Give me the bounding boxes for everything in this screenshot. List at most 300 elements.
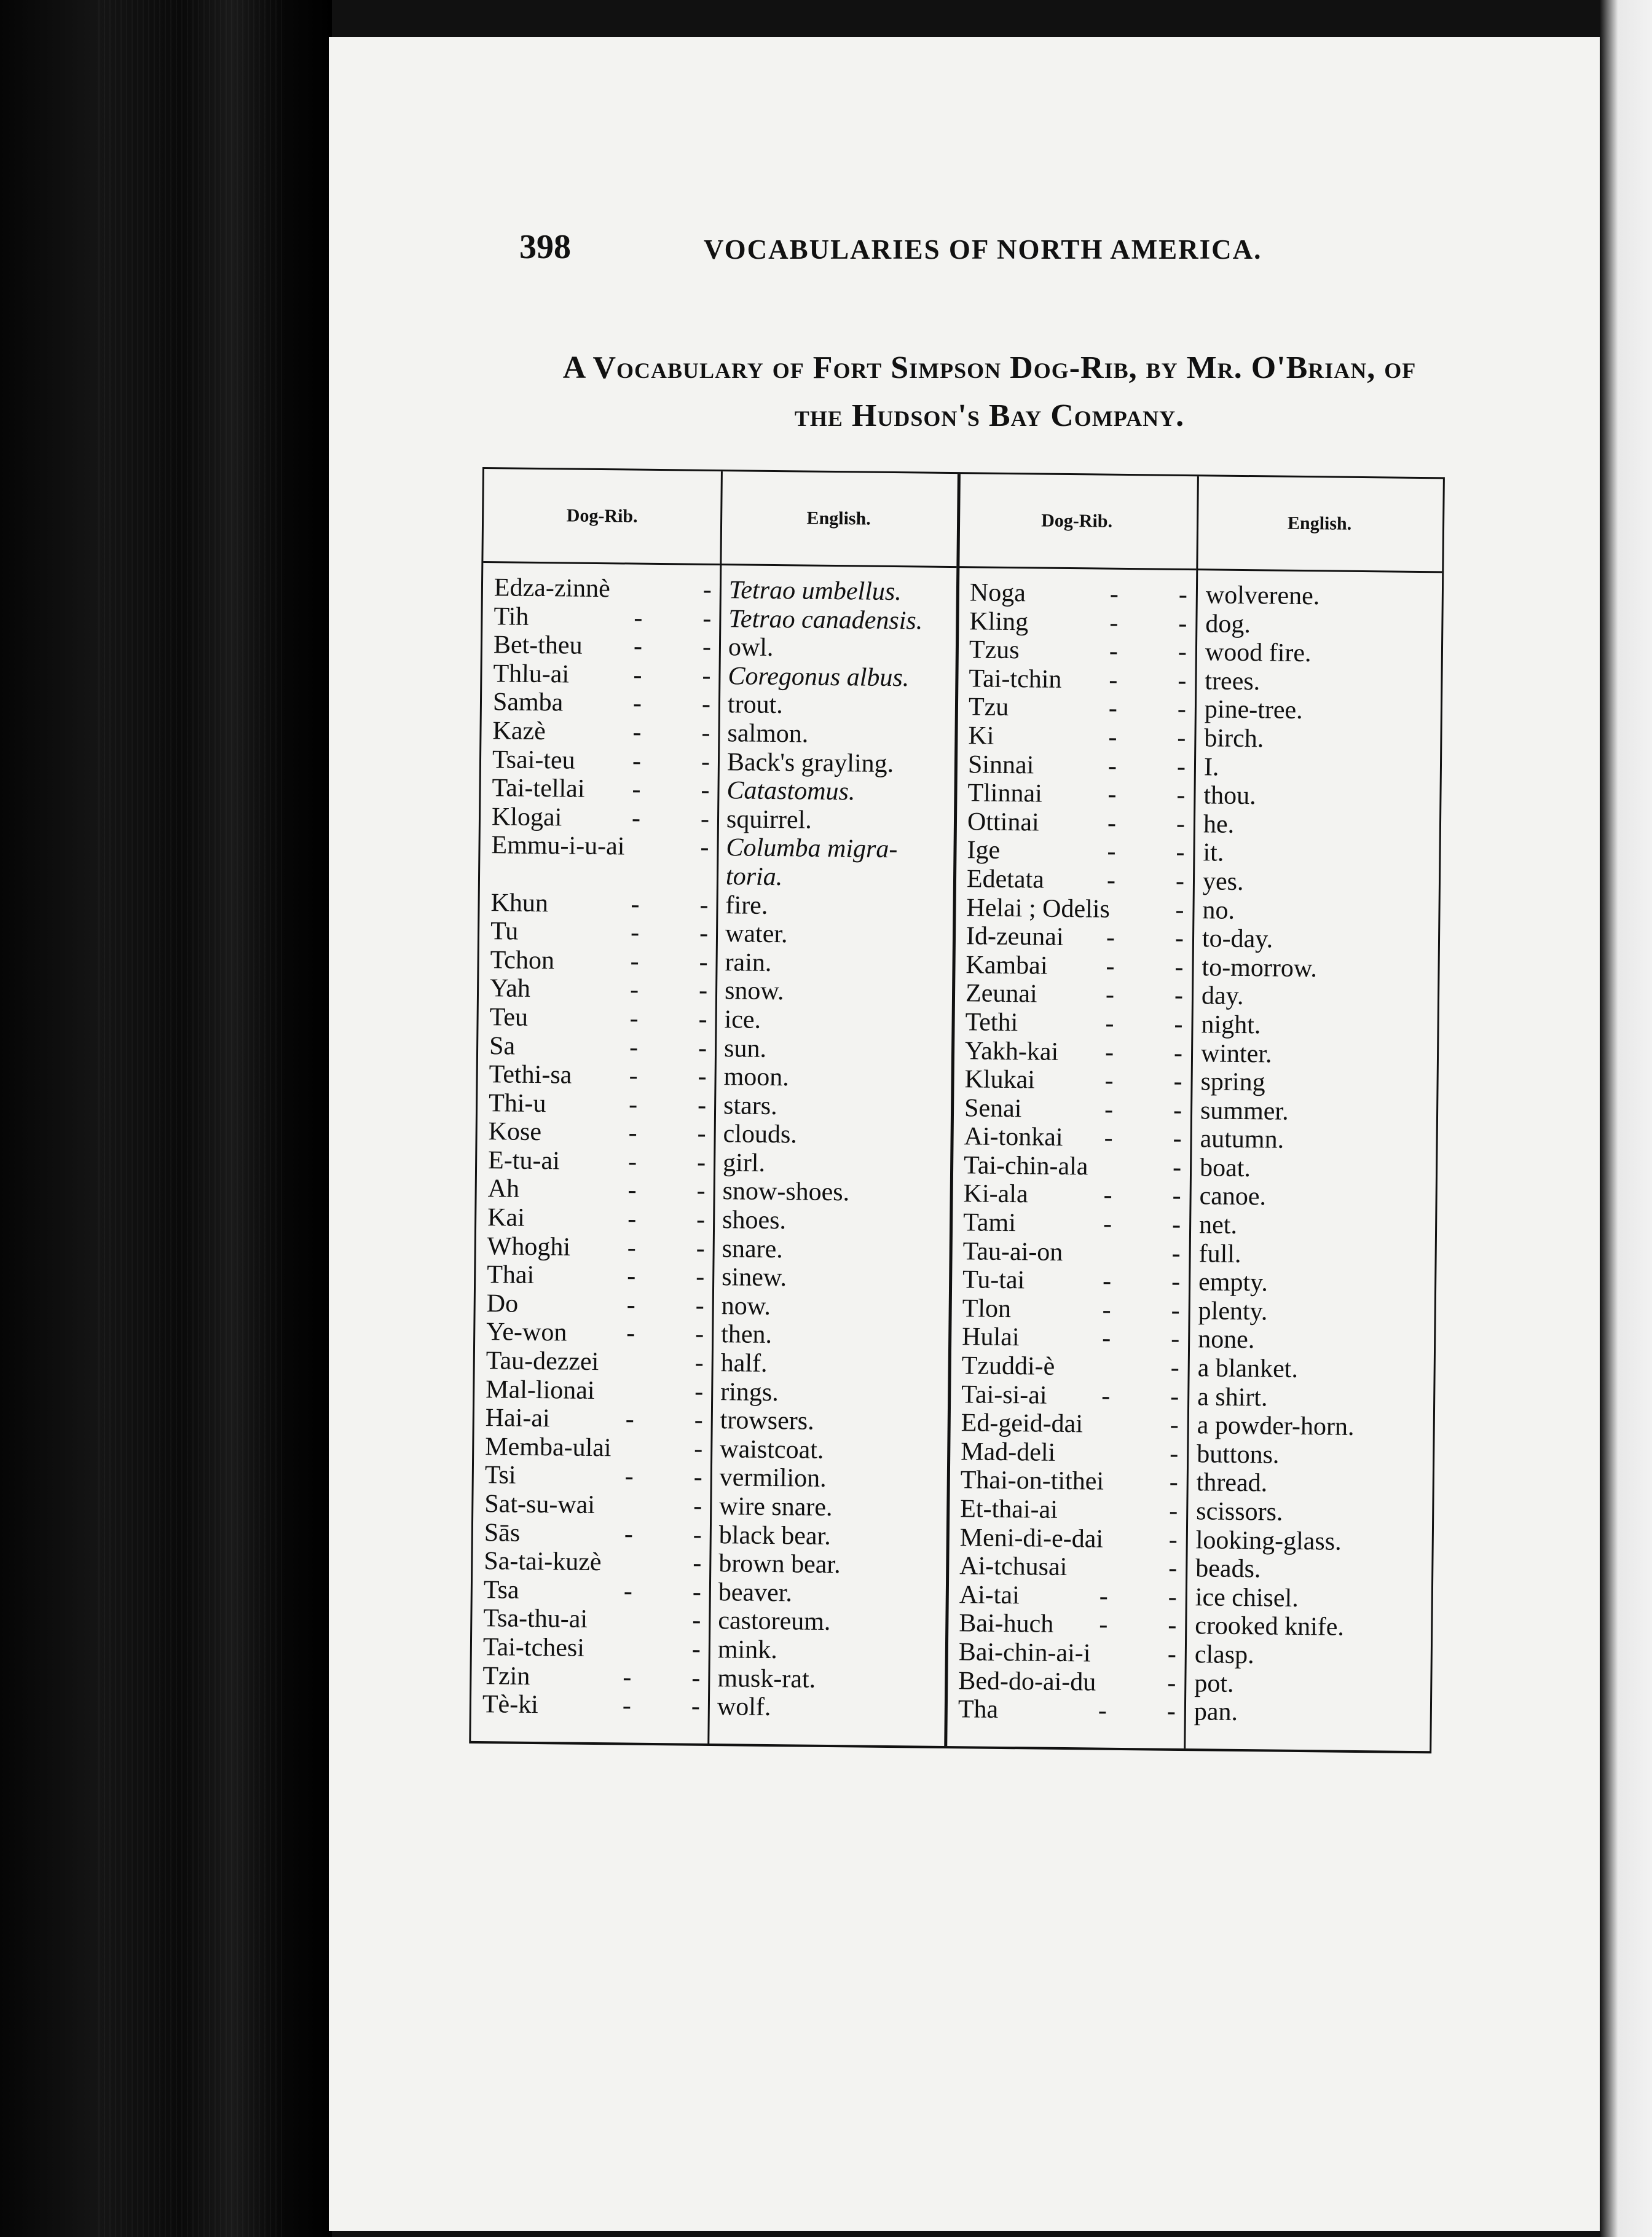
dogrib-word: Bai-chin-ai-i bbox=[958, 1638, 1091, 1668]
leader-dash: - bbox=[695, 1291, 704, 1320]
dogrib-word-row bbox=[483, 1604, 710, 1635]
title-line-1: A Vocabulary of Fort Simpson Dog-Rib, by Mr. O'Brian, of bbox=[562, 350, 1417, 385]
leader-dash: - bbox=[1107, 838, 1116, 867]
leader-dash: - bbox=[1172, 1153, 1182, 1182]
dogrib-word: Edetata bbox=[966, 865, 1045, 894]
english-gloss: clasp. bbox=[1194, 1640, 1254, 1670]
leader-dash: - bbox=[698, 977, 708, 1005]
dogrib-word-row bbox=[967, 836, 1194, 867]
dogrib-word-row bbox=[964, 1123, 1191, 1154]
leader-dash: - bbox=[1108, 723, 1117, 752]
leader-dash: - bbox=[693, 1520, 702, 1549]
leader-dash: - bbox=[699, 919, 709, 948]
leader-dash: - bbox=[694, 1434, 703, 1463]
english-gloss: thou. bbox=[1203, 781, 1256, 811]
dogrib-word: Tsa-thu-ai bbox=[483, 1604, 588, 1634]
english-gloss: wolf. bbox=[717, 1692, 771, 1722]
dogrib-word-row bbox=[961, 1409, 1189, 1439]
dogrib-word-row bbox=[961, 1351, 1189, 1382]
dogrib-word: Tzuddi-è bbox=[961, 1351, 1055, 1381]
english-gloss: wolverene. bbox=[1205, 581, 1320, 611]
dogrib-word-row bbox=[959, 1581, 1187, 1611]
leader-dash: - bbox=[697, 1091, 707, 1120]
dogrib-word-row bbox=[484, 1490, 712, 1520]
english-gloss: waistcoat. bbox=[720, 1434, 824, 1464]
english-gloss: ice. bbox=[724, 1005, 761, 1034]
dogrib-word: Bed-do-ai-du bbox=[958, 1666, 1096, 1697]
leader-dash: - bbox=[1105, 1009, 1114, 1038]
leader-dash: - bbox=[1167, 1640, 1177, 1669]
dogrib-word: Thlu-ai bbox=[493, 659, 570, 689]
dogrib-word: Tsa bbox=[483, 1575, 519, 1605]
dogrib-word: Tu bbox=[490, 917, 519, 946]
english-gloss: a shirt. bbox=[1197, 1382, 1268, 1412]
dogrib-word: Tih bbox=[494, 602, 529, 631]
english-gloss: summer. bbox=[1200, 1096, 1289, 1126]
dogrib-word-row bbox=[487, 1175, 715, 1206]
dogrib-word: Ye-won bbox=[486, 1318, 567, 1347]
leader-dash: - bbox=[1104, 1095, 1114, 1124]
dogrib-word: Ottinai bbox=[967, 808, 1039, 837]
dogrib-word: Tai-si-ai bbox=[961, 1380, 1047, 1410]
leader-dash: - bbox=[627, 1205, 637, 1233]
dogrib-word: Noga bbox=[969, 578, 1026, 608]
dogrib-word-row bbox=[964, 1094, 1192, 1125]
leader-dash: - bbox=[1109, 637, 1119, 666]
english-gloss: night. bbox=[1201, 1010, 1261, 1040]
english-gloss: Back's grayling. bbox=[726, 747, 894, 778]
leader-dash: - bbox=[1175, 867, 1185, 895]
dogrib-word: Tsai-teu bbox=[492, 745, 575, 775]
leader-dash: - bbox=[1170, 1325, 1180, 1354]
dogrib-word: Memba-ulai bbox=[485, 1432, 612, 1463]
dogrib-word-row bbox=[488, 1117, 715, 1148]
english-gloss: thread. bbox=[1196, 1468, 1268, 1498]
dogrib-word: Sa bbox=[489, 1031, 516, 1061]
dogrib-word-row bbox=[966, 951, 1193, 981]
dogrib-word-row bbox=[490, 946, 717, 977]
dogrib-word: Klogai bbox=[491, 802, 562, 832]
dogrib-word: Ai-tchusai bbox=[959, 1552, 1068, 1582]
dogrib-word-row bbox=[968, 721, 1195, 752]
leader-dash: - bbox=[1107, 780, 1117, 809]
dogrib-word-row bbox=[962, 1266, 1190, 1297]
leader-dash: - bbox=[632, 747, 642, 776]
english-gloss: pine-tree. bbox=[1204, 695, 1303, 725]
dogrib-word-row bbox=[968, 750, 1195, 781]
dogrib-word: Kazè bbox=[492, 717, 546, 746]
leader-dash: - bbox=[702, 604, 712, 633]
leader-dash: - bbox=[1103, 1181, 1112, 1210]
leader-dash: - bbox=[1171, 1296, 1180, 1325]
dogrib-word: Tau-ai-on bbox=[962, 1236, 1063, 1267]
english-gloss: rings. bbox=[720, 1377, 779, 1407]
leader-dash: - bbox=[1106, 952, 1115, 981]
english-gloss: to-morrow. bbox=[1202, 953, 1318, 983]
dogrib-word: Sat-su-wai bbox=[484, 1490, 596, 1520]
english-gloss: a blanket. bbox=[1197, 1354, 1299, 1384]
leader-dash: - bbox=[1168, 1554, 1178, 1583]
english-gloss: winter. bbox=[1200, 1039, 1272, 1069]
leader-dash: - bbox=[1176, 838, 1185, 867]
english-gloss: owl. bbox=[728, 633, 774, 662]
dogrib-word: Helai ; Odelis bbox=[966, 893, 1111, 924]
leader-dash: - bbox=[691, 1664, 701, 1692]
english-gloss: stars. bbox=[723, 1091, 777, 1120]
english-gloss: Catastomus. bbox=[726, 776, 856, 806]
english-gloss: toria. bbox=[725, 862, 783, 892]
right-english-column bbox=[1189, 581, 1433, 1729]
english-gloss: half. bbox=[720, 1349, 768, 1378]
title-line-2: the Hudson's Bay Company. bbox=[794, 398, 1185, 433]
leader-dash: - bbox=[1176, 781, 1186, 810]
english-gloss: snare. bbox=[722, 1234, 784, 1264]
dogrib-word: E-tu-ai bbox=[487, 1146, 560, 1176]
english-gloss: ice chisel. bbox=[1195, 1583, 1299, 1613]
english-gloss: net. bbox=[1198, 1211, 1238, 1240]
leader-dash: - bbox=[701, 718, 710, 747]
english-gloss: shoes. bbox=[722, 1206, 787, 1235]
dogrib-word-row bbox=[961, 1437, 1188, 1468]
dogrib-word-row bbox=[486, 1347, 714, 1377]
english-gloss: wire snare. bbox=[719, 1492, 833, 1522]
english-gloss: mink. bbox=[717, 1635, 777, 1665]
leader-dash: - bbox=[693, 1463, 703, 1492]
english-gloss: squirrel. bbox=[726, 804, 812, 835]
english-gloss: salmon. bbox=[727, 719, 809, 749]
header-dogrib-right: Dog-Rib. bbox=[956, 474, 1197, 570]
leader-dash: - bbox=[1104, 1038, 1114, 1067]
dogrib-word: Klukai bbox=[964, 1065, 1036, 1095]
dogrib-word-row bbox=[965, 1037, 1192, 1067]
dogrib-word-row bbox=[482, 1690, 710, 1721]
dogrib-word-row bbox=[487, 1232, 714, 1263]
leader-dash: - bbox=[624, 1462, 634, 1492]
english-gloss: autumn. bbox=[1200, 1125, 1284, 1154]
dogrib-word-row bbox=[487, 1289, 714, 1320]
leader-dash: - bbox=[629, 1004, 639, 1033]
english-gloss: wood fire. bbox=[1205, 638, 1312, 668]
leader-dash: - bbox=[1168, 1582, 1178, 1611]
dogrib-word-row bbox=[964, 1151, 1191, 1182]
leader-dash: - bbox=[694, 1377, 704, 1406]
leader-dash: - bbox=[1171, 1239, 1181, 1268]
dogrib-word-row bbox=[489, 1060, 716, 1091]
english-gloss: Tetrao umbellus. bbox=[728, 576, 902, 607]
dogrib-word: Kling bbox=[969, 607, 1029, 636]
leader-dash: - bbox=[696, 1234, 705, 1263]
leader-dash: - bbox=[1177, 695, 1187, 724]
dogrib-word-row bbox=[966, 922, 1194, 953]
left-dogrib-column bbox=[482, 573, 722, 1721]
binding-texture bbox=[98, 0, 283, 2237]
dogrib-word-row bbox=[961, 1466, 1188, 1497]
leader-dash: - bbox=[1176, 809, 1186, 838]
dogrib-word-row bbox=[960, 1523, 1187, 1554]
english-gloss: beads. bbox=[1195, 1554, 1261, 1584]
dogrib-word: Ki-ala bbox=[963, 1179, 1028, 1209]
dogrib-word: Tlinnai bbox=[967, 779, 1043, 808]
english-gloss: castoreum. bbox=[718, 1606, 831, 1637]
leader-dash: - bbox=[626, 1262, 636, 1291]
header-english-right: English. bbox=[1196, 476, 1443, 573]
english-gloss: now. bbox=[721, 1291, 771, 1321]
right-dogrib-column bbox=[958, 578, 1197, 1726]
header-dogrib-left: Dog-Rib. bbox=[483, 469, 721, 565]
leader-dash: - bbox=[699, 948, 708, 977]
leader-dash: - bbox=[696, 1148, 706, 1177]
leader-dash: - bbox=[1174, 953, 1184, 981]
leader-dash: - bbox=[692, 1578, 702, 1606]
english-gloss: canoe. bbox=[1199, 1182, 1267, 1211]
left-english-column bbox=[712, 576, 956, 1724]
dogrib-word-row bbox=[966, 980, 1193, 1010]
english-gloss: no. bbox=[1202, 895, 1235, 925]
leader-dash: - bbox=[623, 1577, 633, 1606]
dogrib-word: Mad-deli bbox=[961, 1437, 1056, 1467]
dogrib-word: Id-zeunai bbox=[966, 922, 1064, 952]
english-gloss: beaver. bbox=[718, 1578, 793, 1608]
dogrib-word: Bet-theu bbox=[493, 631, 583, 660]
english-gloss: Tetrao canadensis. bbox=[728, 604, 923, 635]
leader-dash: - bbox=[630, 947, 639, 976]
leader-dash: - bbox=[696, 1177, 706, 1206]
dogrib-word-row bbox=[493, 659, 720, 690]
leader-dash: - bbox=[625, 1405, 635, 1434]
dogrib-word: Tsi bbox=[484, 1461, 516, 1490]
leader-dash: - bbox=[1105, 980, 1115, 1010]
leader-dash: - bbox=[1171, 1268, 1181, 1297]
leader-dash: - bbox=[628, 1090, 638, 1119]
dogrib-word: Khun bbox=[490, 888, 549, 918]
dogrib-word: Ige bbox=[967, 836, 1001, 865]
dogrib-word: Tlon bbox=[962, 1294, 1012, 1323]
dogrib-word-row bbox=[486, 1318, 714, 1349]
leader-dash: - bbox=[700, 833, 709, 862]
dogrib-word-row bbox=[494, 631, 721, 661]
leader-dash: - bbox=[627, 1147, 637, 1176]
leader-dash: - bbox=[1174, 981, 1184, 1010]
dogrib-word-row bbox=[490, 917, 718, 948]
dogrib-word-row bbox=[959, 1552, 1187, 1582]
leader-dash: - bbox=[1168, 1525, 1178, 1554]
leader-dash: - bbox=[700, 804, 710, 833]
english-gloss: Columba migra- bbox=[726, 833, 898, 864]
dogrib-word-row bbox=[487, 1203, 715, 1234]
leader-dash: - bbox=[691, 1635, 701, 1664]
vocabulary-table bbox=[469, 467, 1445, 1753]
dogrib-word: Zeunai bbox=[965, 979, 1037, 1008]
leader-dash: - bbox=[697, 1120, 706, 1149]
english-gloss: full. bbox=[1198, 1239, 1241, 1268]
leader-dash: - bbox=[702, 661, 711, 690]
leader-dash: - bbox=[1107, 809, 1117, 838]
dogrib-word: Tu-tai bbox=[962, 1265, 1025, 1295]
dogrib-word: Tai-chin-ala bbox=[963, 1151, 1088, 1181]
dogrib-word-row bbox=[490, 974, 717, 1005]
english-gloss: rain. bbox=[725, 948, 772, 977]
english-gloss: birch. bbox=[1204, 724, 1264, 753]
dogrib-word: Tzin bbox=[482, 1661, 530, 1691]
dogrib-word: Hai-ai bbox=[485, 1404, 550, 1433]
dogrib-word: Kai bbox=[487, 1203, 525, 1232]
leader-dash: - bbox=[1104, 1123, 1113, 1153]
english-gloss: trout. bbox=[727, 690, 784, 720]
dogrib-word-row bbox=[490, 889, 718, 919]
dogrib-word: Tau-dezzei bbox=[486, 1347, 599, 1377]
english-gloss: to-day. bbox=[1202, 924, 1273, 954]
english-gloss: vermilion. bbox=[719, 1463, 827, 1493]
leader-dash: - bbox=[627, 1233, 636, 1262]
leader-dash: - bbox=[632, 718, 642, 747]
dogrib-word: Thi-u bbox=[488, 1088, 546, 1118]
leader-dash: - bbox=[1173, 1039, 1183, 1067]
leader-dash: - bbox=[702, 632, 712, 662]
dogrib-word: Senai bbox=[964, 1093, 1022, 1123]
english-gloss: trees. bbox=[1205, 667, 1261, 696]
english-gloss: Coregonus albus. bbox=[728, 661, 910, 693]
dogrib-word-row bbox=[487, 1260, 714, 1291]
leader-dash: - bbox=[1176, 752, 1186, 781]
dogrib-word-row bbox=[965, 1008, 1192, 1039]
dogrib-word: Tè-ki bbox=[482, 1690, 539, 1720]
leader-dash: - bbox=[1098, 1696, 1107, 1725]
dogrib-word: Ah bbox=[487, 1174, 520, 1204]
leader-dash: - bbox=[696, 1205, 706, 1234]
dogrib-word-row bbox=[958, 1667, 1186, 1697]
leader-dash: - bbox=[701, 690, 711, 719]
dogrib-word-row bbox=[484, 1576, 711, 1606]
dogrib-word: Bai-huch bbox=[959, 1609, 1054, 1639]
dogrib-word-row bbox=[485, 1461, 712, 1492]
leader-dash: - bbox=[1109, 580, 1119, 608]
leader-dash: - bbox=[1106, 923, 1115, 952]
english-gloss: he. bbox=[1203, 810, 1235, 839]
leader-dash: - bbox=[1173, 1096, 1182, 1125]
english-gloss: girl. bbox=[722, 1149, 766, 1177]
dogrib-word: Do bbox=[486, 1289, 519, 1318]
leader-dash: - bbox=[702, 575, 712, 604]
leader-dash: - bbox=[1170, 1382, 1179, 1411]
dogrib-word-row bbox=[492, 745, 720, 776]
english-gloss: snow. bbox=[724, 977, 784, 1006]
dogrib-word-row bbox=[489, 1003, 717, 1034]
page-header bbox=[519, 227, 1318, 283]
leader-dash: - bbox=[695, 1262, 705, 1292]
english-gloss: sinew. bbox=[721, 1263, 787, 1292]
leader-dash: - bbox=[701, 776, 710, 805]
dogrib-word: Tai-tchesi bbox=[482, 1633, 585, 1662]
leader-dash: - bbox=[633, 632, 643, 661]
dogrib-word: Tha bbox=[958, 1695, 999, 1724]
leader-dash: - bbox=[631, 804, 641, 833]
leader-dash: - bbox=[693, 1549, 702, 1578]
english-gloss: moon. bbox=[723, 1063, 790, 1092]
leader-dash: - bbox=[1104, 1066, 1114, 1095]
dogrib-word: Kose bbox=[488, 1117, 542, 1147]
english-gloss: I. bbox=[1203, 752, 1219, 782]
english-gloss: a powder-horn. bbox=[1197, 1411, 1355, 1442]
dogrib-word-row bbox=[492, 774, 719, 804]
dogrib-word: Tami bbox=[962, 1208, 1017, 1238]
dogrib-word: Teu bbox=[489, 1003, 529, 1032]
dogrib-word-row bbox=[962, 1323, 1189, 1354]
english-gloss: day. bbox=[1201, 981, 1244, 1011]
english-gloss: yes. bbox=[1202, 867, 1244, 896]
dogrib-word-row bbox=[492, 717, 720, 747]
english-gloss: boat. bbox=[1199, 1154, 1251, 1183]
leader-dash: - bbox=[1166, 1697, 1176, 1726]
dogrib-word-row bbox=[483, 1633, 710, 1664]
leader-dash: - bbox=[698, 1062, 707, 1091]
dogrib-word: Tchon bbox=[490, 945, 555, 975]
header-english-left: English. bbox=[720, 471, 958, 568]
dogrib-word-row bbox=[491, 832, 718, 862]
leader-dash: - bbox=[631, 890, 640, 919]
leader-dash: - bbox=[1169, 1468, 1178, 1497]
leader-dash: - bbox=[1178, 609, 1187, 638]
english-gloss: black bear. bbox=[718, 1520, 831, 1551]
english-gloss: brown bear. bbox=[718, 1549, 841, 1579]
running-head: VOCABULARIES OF NORTH AMERICA. bbox=[704, 234, 1262, 265]
dogrib-word: Ki bbox=[968, 721, 994, 750]
dogrib-word: Yah bbox=[489, 974, 531, 1004]
dogrib-word: Kambai bbox=[966, 951, 1048, 980]
leader-dash: - bbox=[1109, 666, 1118, 694]
dogrib-word: Tzus bbox=[969, 635, 1020, 665]
leader-dash: - bbox=[633, 661, 642, 690]
leader-dash: - bbox=[698, 1005, 707, 1034]
dogrib-word-row bbox=[969, 664, 1196, 695]
english-gloss: it. bbox=[1203, 838, 1224, 868]
dogrib-word: Tethi-sa bbox=[489, 1060, 572, 1090]
dogrib-word: Mal-lionai bbox=[486, 1375, 595, 1405]
leader-dash: - bbox=[629, 1033, 639, 1062]
dogrib-word: Tai-tchin bbox=[969, 664, 1062, 694]
dogrib-word: Sās bbox=[484, 1518, 521, 1547]
english-gloss: spring bbox=[1200, 1067, 1265, 1097]
english-gloss: trowsers. bbox=[720, 1406, 814, 1436]
facing-page-edge bbox=[1600, 0, 1652, 2237]
leader-dash: - bbox=[1102, 1295, 1111, 1324]
vocabulary-title bbox=[510, 344, 1469, 440]
leader-dash: - bbox=[1170, 1411, 1179, 1440]
leader-dash: - bbox=[626, 1319, 635, 1348]
english-gloss: fire. bbox=[725, 890, 768, 920]
english-gloss: none. bbox=[1197, 1325, 1255, 1354]
leader-dash: - bbox=[1108, 694, 1118, 723]
english-gloss: empty. bbox=[1198, 1268, 1268, 1297]
leader-dash: - bbox=[1171, 1210, 1181, 1240]
dogrib-word-row bbox=[961, 1380, 1189, 1411]
dogrib-word-row bbox=[969, 607, 1197, 638]
dogrib-word: Ai-tonkai bbox=[964, 1122, 1063, 1152]
dogrib-word-row bbox=[960, 1495, 1187, 1525]
dogrib-word-row bbox=[967, 865, 1194, 895]
dogrib-word-row bbox=[963, 1208, 1190, 1239]
leader-dash: - bbox=[1099, 1610, 1108, 1640]
leader-dash: - bbox=[1107, 752, 1117, 780]
leader-dash: - bbox=[698, 1034, 707, 1063]
dogrib-word: Tai-tellai bbox=[492, 774, 585, 803]
dogrib-word-row bbox=[485, 1433, 712, 1463]
leader-dash: - bbox=[629, 1061, 638, 1090]
dogrib-word-row bbox=[970, 578, 1197, 609]
leader-dash: - bbox=[1177, 723, 1186, 752]
leader-dash: - bbox=[1102, 1267, 1112, 1296]
leader-dash: - bbox=[1173, 1125, 1182, 1154]
leader-dash: - bbox=[1169, 1496, 1178, 1525]
